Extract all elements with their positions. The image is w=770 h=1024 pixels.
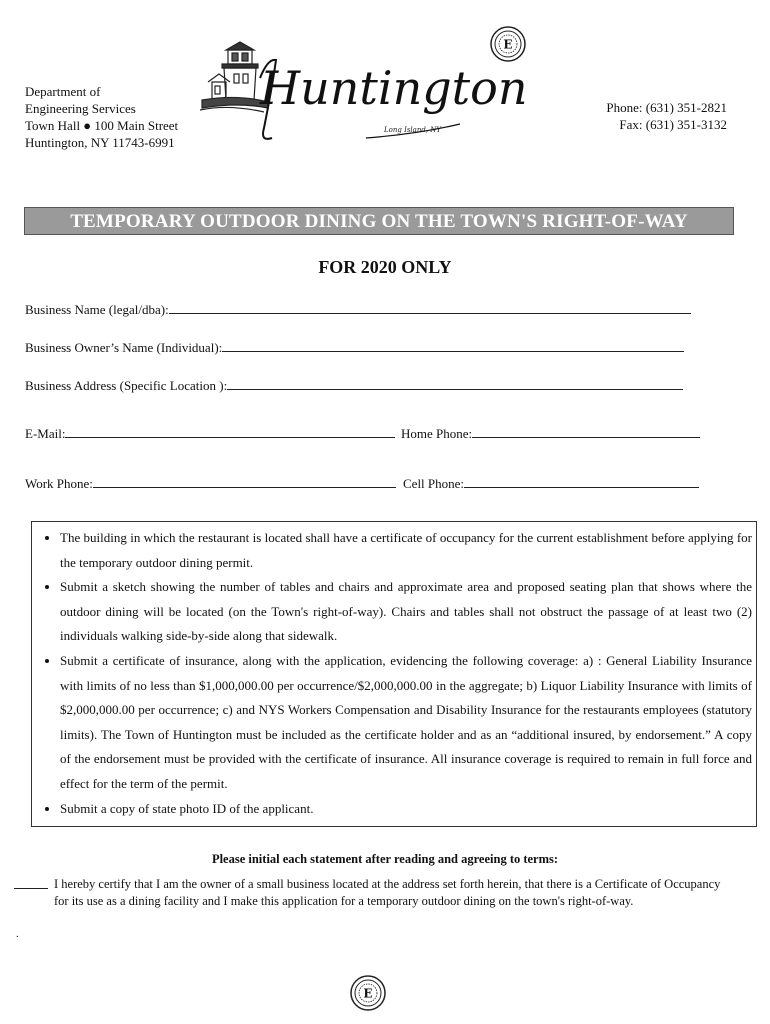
cell-phone-field[interactable] [403,476,699,492]
home-phone-field[interactable] [401,426,700,442]
certification-statement [14,876,734,909]
owner-name-field[interactable] [25,340,684,356]
requirements-box [31,521,757,827]
field-label: Business Name (legal/dba): [25,302,169,317]
address-line: Engineering Services [25,101,136,116]
address-line: Huntington, NY 11743-6991 [25,135,175,150]
field-label: Business Owner’s Name (Individual): [25,340,223,355]
town-seal-icon [490,26,526,62]
email-input[interactable] [65,426,395,438]
town-seal-icon [350,975,386,1011]
field-label: Work Phone: [25,476,93,491]
business-address-field[interactable] [25,378,683,394]
address-line: Town Hall ● 100 Main Street [25,118,179,133]
owner-name-input[interactable] [222,340,684,352]
field-label: E-Mail: [25,426,66,441]
contact-phones [606,99,727,133]
requirement-item: • Submit a copy of state photo ID of the applicant. [60,797,752,822]
business-name-input[interactable] [169,302,691,314]
business-name-field[interactable] [25,302,691,318]
field-label: Home Phone: [401,426,473,441]
logo-wordmark: Huntington [260,61,528,115]
fax-number: Fax: (631) 351-3132 [619,117,727,132]
form-title-banner: TEMPORARY OUTDOOR DINING ON THE TOWN'S RIGHT-OF-WAY [24,207,734,235]
huntington-logo [198,38,528,148]
initial-instruction: Please initial each statement after reading and agreeing to terms: [211,852,559,866]
email-field[interactable] [25,426,395,442]
field-label: Business Address (Specific Location ): [25,378,228,393]
work-phone-field[interactable] [25,476,396,492]
requirement-item: • Submit a sketch showing the number of tables and chairs and approximate area and proposed seating plan that shows where the outdoor dining will be located (on the Town's right-of-way). Chairs and tables shall not obstruct the passage of at least two (2) individuals walking side-by-side along that sidewalk. [60,575,752,649]
requirement-item: • The building in which the restaurant is located shall have a certificate of occupancy for the current establishment before applying for the temporary outdoor dining permit. [60,526,752,575]
field-label: Cell Phone: [403,476,465,491]
phone-number: Phone: (631) 351-2821 [606,100,727,115]
address-line: Department of [25,84,101,99]
requirement-item: • Submit a certificate of insurance, along with the application, evidencing the following coverage: a) : General Liability Insurance with limits of no less than $1,000,000.00 per occurrence/$2,000,000.00 in the aggregate; b) Liquor Liability Insurance with limits of $2,000,000.00 per occurrence; c) and NYS Workers Compensation and Disability Insurance for the restaurants employees (statutory limits). The Town of Huntington must be included as the certificate holder and as an “additional insured, by endorsement.” A copy of the endorsement must be provided with the certificate of insurance. All insurance coverage is required to remain in full force and effect for the term of the permit. [60,649,752,797]
stray-mark: . [16,928,19,940]
home-phone-input[interactable] [472,426,700,438]
seal-letter: E [363,986,373,1001]
logo-subtext: Long Island, NY [384,126,442,134]
requirements-list [32,526,752,821]
seal-letter: E [503,37,513,52]
initial-blank-input[interactable] [14,878,48,889]
business-address-input[interactable] [227,378,683,390]
work-phone-input[interactable] [93,476,396,488]
form-subtitle: FOR 2020 ONLY [318,257,452,277]
certification-text: I hereby certify that I am the owner of a small business located at the address set forth herein, that there is a Certificate of Occupancy for its use as a dining facility and I make this application for a temporary outdoor dining on the town's right-of-way. [54,877,721,908]
cell-phone-input[interactable] [464,476,699,488]
department-address [25,83,178,151]
